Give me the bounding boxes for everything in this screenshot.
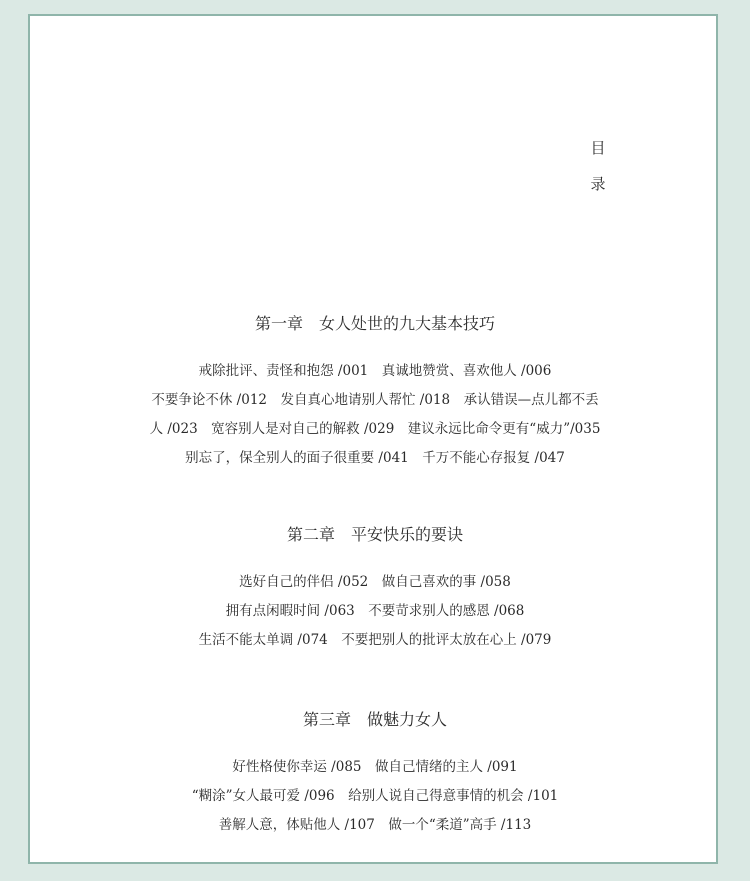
toc-title-char: 录 bbox=[590, 175, 606, 193]
toc-entry-line: 好性格使你幸运 /085 做自己情绪的主人 /091 bbox=[232, 759, 518, 775]
toc-entry-line: 生活不能太单调 /074 不要把别人的批评太放在心上 /079 bbox=[198, 632, 552, 648]
chapter-heading: 第二章 平安快乐的要诀 bbox=[286, 525, 463, 544]
chapter-heading: 第三章 做魅力女人 bbox=[302, 710, 447, 729]
chapter-entries bbox=[30, 568, 720, 655]
toc-title-char: 目 bbox=[590, 139, 606, 157]
toc-entry-line: 人 /023 宽容别人是对自己的解救 /029 建议永远比命令更有“威力”/035 bbox=[149, 421, 601, 437]
chapter-1 bbox=[30, 313, 720, 473]
chapter-2 bbox=[30, 524, 720, 655]
book-page bbox=[28, 14, 718, 864]
chapter-3 bbox=[30, 709, 720, 840]
toc-entry-line: 选好自己的伴侣 /052 做自己喜欢的事 /058 bbox=[239, 574, 511, 590]
chapter-entries bbox=[30, 357, 720, 473]
toc-entry-line: 戒除批评、责怪和抱怨 /001 真诚地赞赏、喜欢他人 /006 bbox=[198, 363, 552, 379]
chapter-entries bbox=[30, 753, 720, 840]
toc-title bbox=[586, 130, 610, 202]
toc-entry-line: 别忘了，保全别人的面子很重要 /041 千万不能心存报复 /047 bbox=[185, 450, 565, 466]
toc-entry-line: 善解人意，体贴他人 /107 做一个“柔道”高手 /113 bbox=[218, 817, 532, 833]
chapter-heading: 第一章 女人处世的九大基本技巧 bbox=[254, 314, 495, 333]
toc-entry-line: 拥有点闲暇时间 /063 不要苛求别人的感恩 /068 bbox=[225, 603, 525, 619]
toc-entry-line: “糊涂”女人最可爱 /096 给别人说自己得意事情的机会 /101 bbox=[191, 788, 559, 804]
toc-entry-line: 不要争论不休 /012 发自真心地请别人帮忙 /018 承认错误—点儿都不丢 bbox=[151, 392, 599, 408]
